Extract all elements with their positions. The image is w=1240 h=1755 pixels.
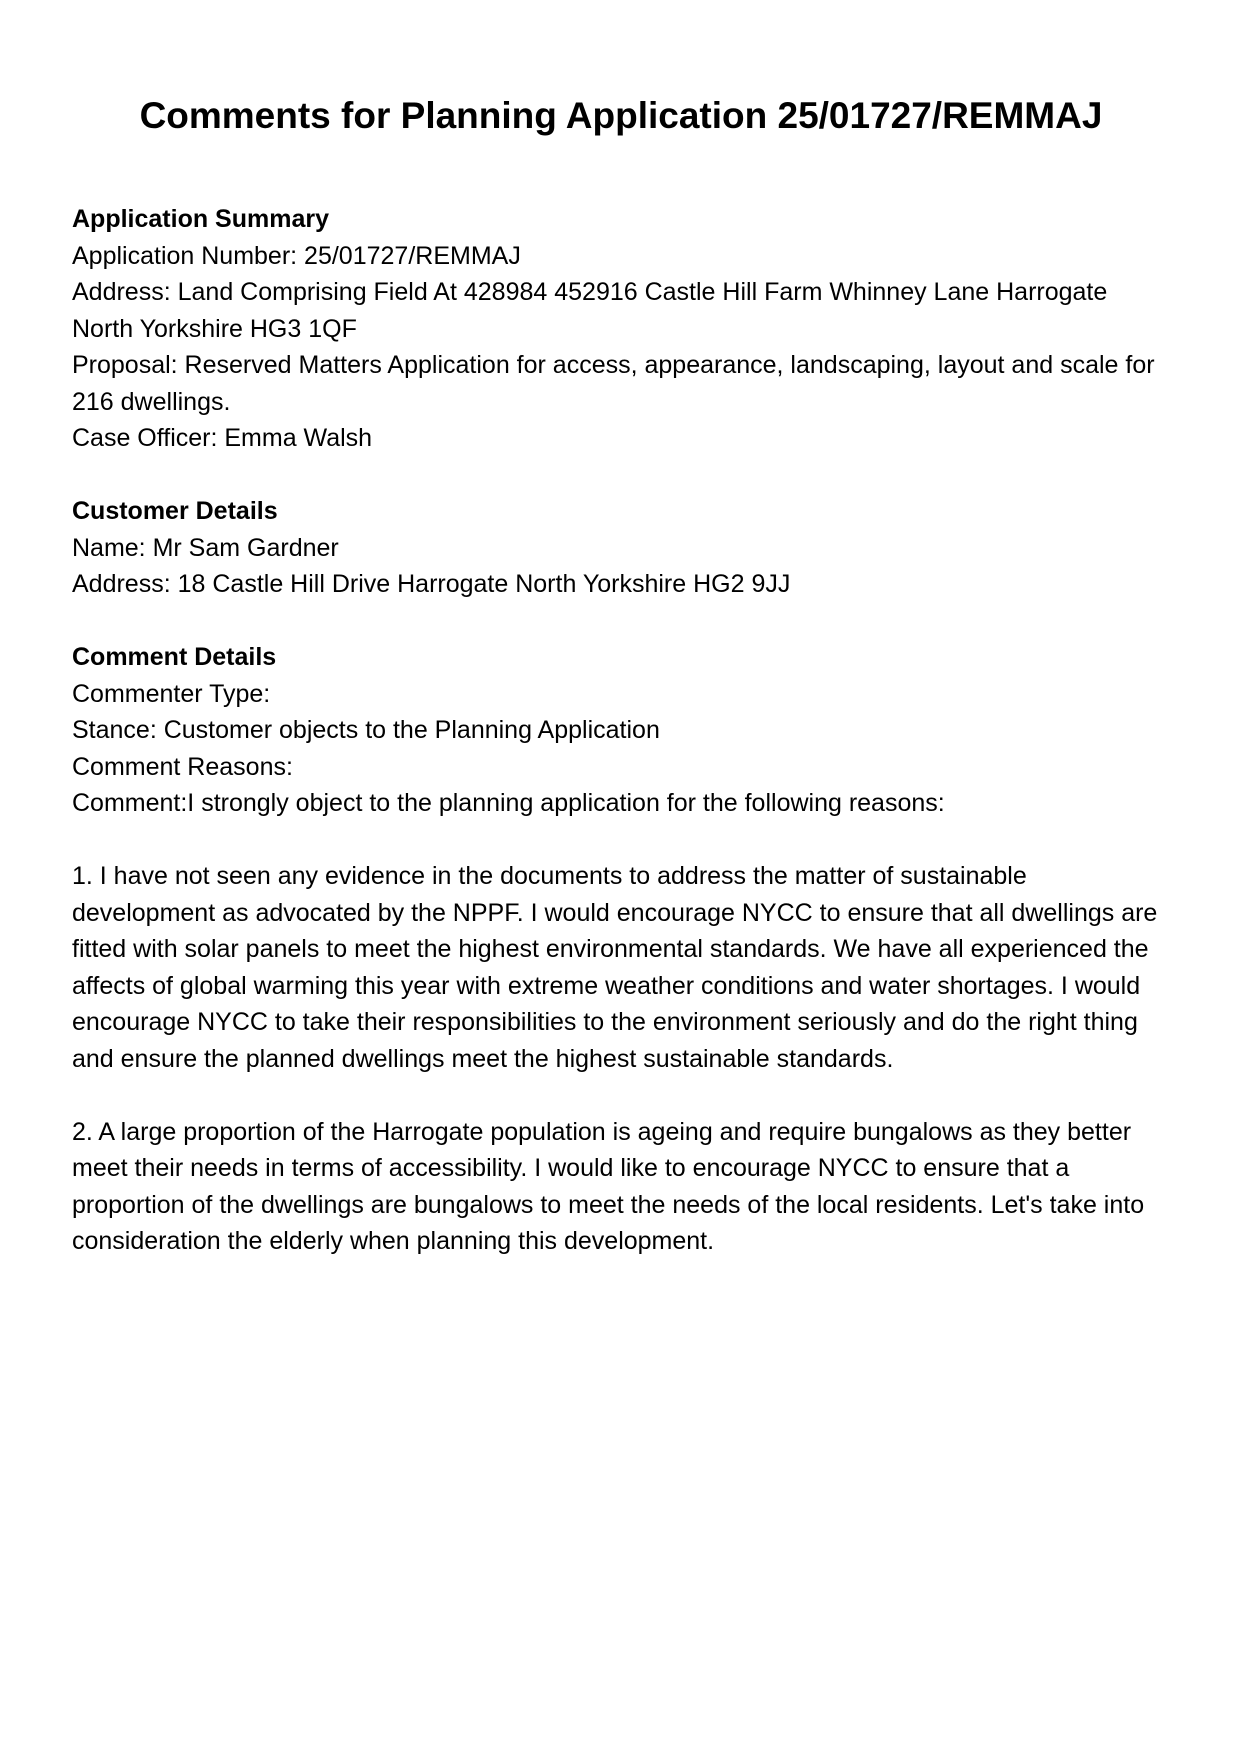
- stance-line: Stance: Customer objects to the Planning Application: [72, 716, 660, 744]
- customer-address-line: Address: 18 Castle Hill Drive Harrogate North Yorkshire HG2 9JJ: [72, 570, 791, 598]
- comment-intro-line: Comment:I strongly object to the planning application for the following reasons:: [72, 789, 945, 817]
- section-comment-details: [72, 639, 1170, 822]
- application-number-line: Application Number: 25/01727/REMMAJ: [72, 241, 521, 270]
- proposal-line: Proposal: Reserved Matters Application for access, appearance, landscaping, layout and scale for 216 dwellings.: [72, 351, 1155, 416]
- comment-details-heading: Comment Details: [72, 643, 277, 671]
- comment-paragraph-2: 2. A large proportion of the Harrogate population is ageing and require bungalows as they better meet their needs in terms of accessibility. I would like to encourage NYCC to ensure that a proportion of the dwellings are bungalows to meet the needs of the local residents. Let's take into consideration the elderly when planning this development.: [72, 1117, 1145, 1255]
- page-title: Comments for Planning Application 25/01727/REMMAJ: [139, 95, 1103, 136]
- customer-name-line: Name: Mr Sam Gardner: [72, 533, 339, 562]
- comment-reasons-line: Comment Reasons:: [72, 752, 293, 781]
- section-customer-details: [72, 493, 1170, 603]
- application-summary-heading: Application Summary: [72, 205, 329, 233]
- customer-details-heading: Customer Details: [72, 497, 278, 525]
- section-application-summary: [72, 201, 1170, 457]
- document-body: [72, 201, 1170, 1260]
- comment-paragraph-1: 1. I have not seen any evidence in the documents to address the matter of sustainable development as advocated by the NPPF. I would encourage NYCC to ensure that all dwellings are fitted with solar panels to meet the highest environmental standards. We have all experienced the affects of global warming this year with extreme weather conditions and water shortages. I would encourage NYCC to take their responsibilities to the environment seriously and do the right thing and ensure the planned dwellings meet the highest sustainable standards.: [72, 862, 1158, 1073]
- site-address-line: Address: Land Comprising Field At 428984 452916 Castle Hill Farm Whinney Lane Harrogate North Yorkshire HG3 1QF: [72, 278, 1108, 343]
- case-officer-line: Case Officer: Emma Walsh: [72, 424, 373, 452]
- commenter-type-line: Commenter Type:: [72, 679, 271, 708]
